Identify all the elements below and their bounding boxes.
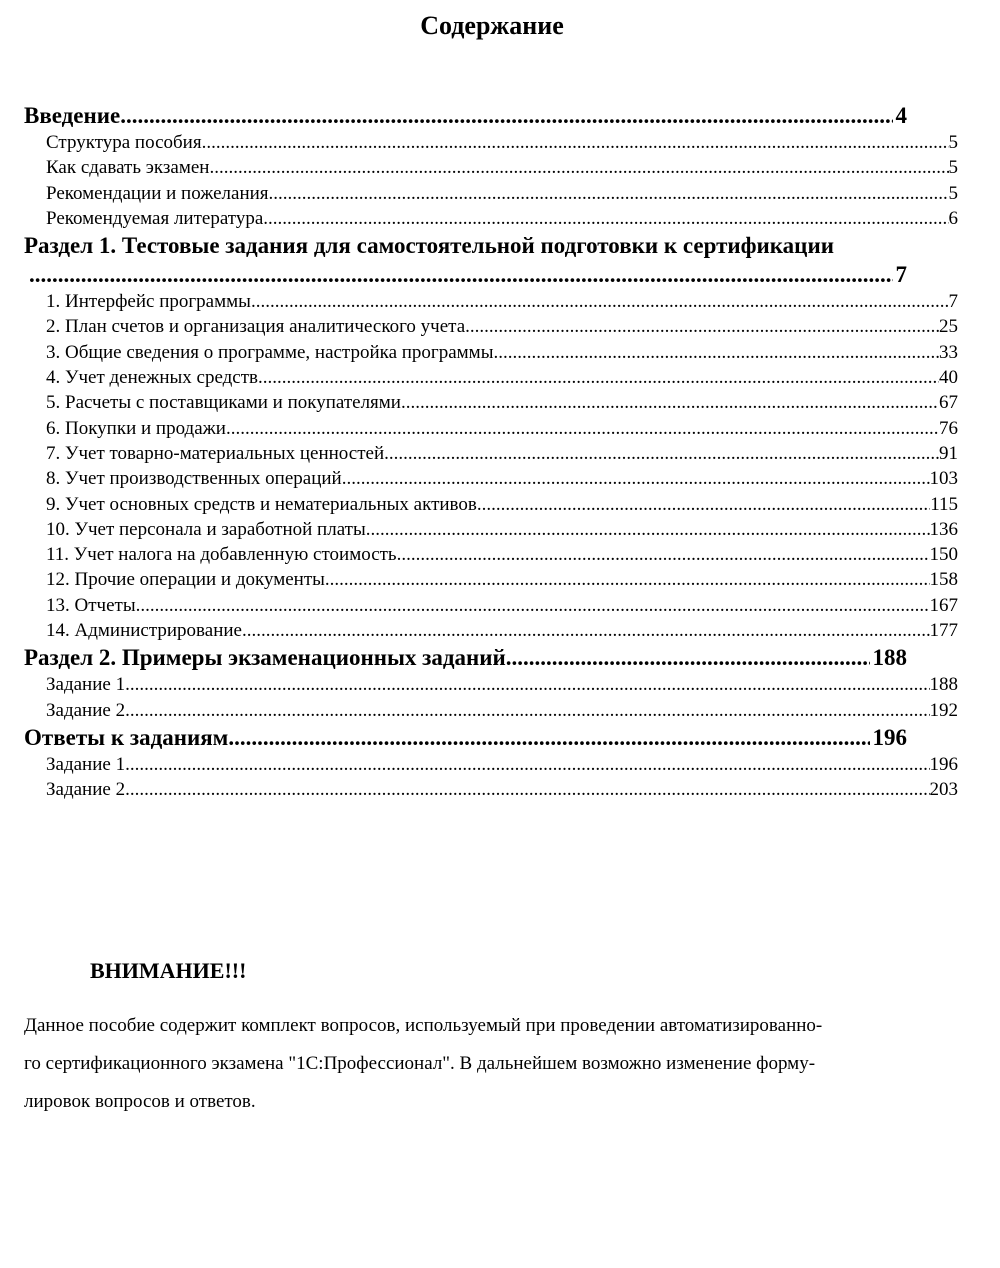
- toc-subentry-label: Задание 1: [46, 674, 126, 696]
- toc-subentry-page: 5: [948, 157, 958, 179]
- toc-subentry-label: 6. Покупки и продажи: [46, 417, 226, 439]
- toc-subentry-page: 25: [939, 316, 958, 338]
- toc-subentry-page: 103: [929, 468, 958, 490]
- notice-line: Данное пособие содержит комплект вопросов, используемый при проведении автоматизированно-: [24, 1015, 823, 1036]
- toc-entry-intro[interactable]: [24, 101, 907, 130]
- toc-subentry-label: Задание 2: [46, 779, 126, 801]
- toc-subentry[interactable]: [24, 777, 958, 802]
- toc-subentry-page: 136: [929, 518, 958, 540]
- toc-subentry[interactable]: [24, 289, 958, 314]
- toc-subentry[interactable]: [24, 672, 958, 697]
- toc-subentry[interactable]: [24, 314, 958, 339]
- toc-subentry-label: Задание 1: [46, 753, 126, 775]
- toc-subentry[interactable]: [24, 618, 958, 643]
- toc-subentry-page: 203: [929, 779, 958, 801]
- dot-leader: [120, 101, 892, 130]
- table-of-contents: [24, 101, 958, 803]
- toc-subentry-page: 177: [929, 620, 958, 642]
- toc-subentry-label: 8. Учет производственных операций: [46, 468, 342, 490]
- toc-subentry-label: 3. Общие сведения о программе, настройка программы: [46, 341, 494, 363]
- toc-subentry-page: 6: [948, 207, 958, 229]
- toc-subentry-label: 9. Учет основных средств и нематериальных активов: [46, 493, 477, 515]
- toc-subentry-label: 14. Администрирование: [46, 620, 242, 642]
- toc-subentry[interactable]: [24, 390, 958, 415]
- dot-leader: [202, 130, 949, 155]
- toc-subentry-page: 196: [929, 753, 958, 775]
- dot-leader: [477, 492, 930, 517]
- toc-entry-label: Введение: [24, 103, 121, 128]
- toc-subentry-page: 192: [929, 699, 958, 721]
- toc-subentry-page: 40: [939, 367, 958, 389]
- toc-entry-page: 4: [895, 103, 907, 128]
- toc-subentry-page: 76: [939, 417, 958, 439]
- dot-leader: [342, 466, 930, 491]
- toc-subentry-label: 10. Учет персонала и заработной платы: [46, 518, 366, 540]
- toc-subentry-page: 91: [939, 442, 958, 464]
- dot-leader: [366, 517, 930, 542]
- notice-paragraph: [24, 1007, 964, 1121]
- toc-subentry-page: 115: [930, 493, 958, 515]
- toc-subentry-page: 67: [939, 392, 958, 414]
- dot-leader: [136, 593, 930, 618]
- dot-leader: [263, 206, 948, 231]
- toc-entry-page: 7: [895, 262, 907, 288]
- toc-subentry[interactable]: [24, 492, 958, 517]
- dot-leader: [506, 643, 870, 672]
- toc-subentry[interactable]: [24, 155, 958, 180]
- toc-subentry-label: 5. Расчеты с поставщиками и покупателями: [46, 392, 401, 414]
- notice-line: го сертификационного экзамена "1С:Профессионал". В дальнейшем возможно изменение форму-: [24, 1053, 816, 1074]
- toc-entry-label: Ответы к заданиям: [24, 724, 229, 750]
- toc-subentry[interactable]: [24, 517, 958, 542]
- dot-leader: [226, 416, 939, 441]
- toc-subentry-page: 33: [939, 341, 958, 363]
- dot-leader: [269, 181, 949, 206]
- dot-leader: [251, 289, 949, 314]
- toc-subentry-label: 2. План счетов и организация аналитического учета: [46, 316, 466, 338]
- toc-subentry-label: Структура пособия: [46, 132, 202, 153]
- toc-subentry-page: 188: [929, 674, 958, 696]
- toc-subentry-page: 5: [948, 182, 958, 204]
- dot-leader: [125, 698, 929, 723]
- toc-subentry[interactable]: [24, 466, 958, 491]
- toc-subentry[interactable]: [24, 593, 958, 618]
- toc-subentry-label: 7. Учет товарно-материальных ценностей: [46, 442, 385, 464]
- toc-subentry-label: 12. Прочие операции и документы: [46, 569, 325, 591]
- dot-leader: [209, 155, 948, 180]
- toc-entry-section1-label[interactable]: Раздел 1. Тестовые задания для самостоятельной подготовки к сертификации: [24, 233, 834, 259]
- dot-leader: [384, 441, 939, 466]
- dot-leader: [397, 542, 930, 567]
- toc-subentry[interactable]: [24, 542, 958, 567]
- toc-subentry[interactable]: [24, 567, 958, 592]
- toc-subentry-page: 158: [929, 569, 958, 591]
- dot-leader: [325, 567, 930, 592]
- toc-entry-section1[interactable]: [24, 260, 907, 289]
- toc-subentry[interactable]: [24, 752, 958, 777]
- dot-leader: [125, 672, 929, 697]
- toc-subentry-page: 7: [948, 291, 958, 313]
- dot-leader: [258, 365, 939, 390]
- toc-subentry-page: 167: [929, 594, 958, 616]
- toc-subentry-page: 5: [948, 132, 958, 153]
- toc-subentry[interactable]: [24, 365, 958, 390]
- toc-subentry-label: 11. Учет налога на добавленную стоимость: [46, 544, 397, 566]
- toc-subentry-label: 4. Учет денежных средств: [46, 367, 258, 389]
- page-title: Содержание: [420, 11, 564, 40]
- toc-subentry-label: Как сдавать экзамен: [46, 157, 210, 179]
- toc-subentry-page: 150: [929, 544, 958, 566]
- toc-subentry[interactable]: [24, 698, 958, 723]
- dot-leader: [228, 723, 869, 752]
- dot-leader: [465, 314, 939, 339]
- dot-leader: [493, 340, 939, 365]
- dot-leader: [242, 618, 930, 643]
- toc-entry-page: 188: [872, 645, 907, 671]
- dot-leader: [29, 260, 893, 289]
- toc-subentry[interactable]: [24, 181, 958, 206]
- dot-leader: [401, 390, 939, 415]
- toc-subentry-label: Задание 2: [46, 699, 126, 721]
- notice-line: лировок вопросов и ответов.: [24, 1091, 256, 1112]
- toc-subentry-label: Рекомендации и пожелания: [46, 182, 269, 204]
- toc-entry-page: 196: [872, 724, 907, 750]
- toc-subentry[interactable]: [24, 441, 958, 466]
- dot-leader: [125, 752, 929, 777]
- dot-leader: [125, 777, 929, 802]
- toc-subentry[interactable]: [24, 130, 958, 155]
- toc-subentry-label: 1. Интерфейс программы: [46, 291, 251, 313]
- toc-subentry[interactable]: [24, 416, 958, 441]
- toc-entry-label: Раздел 2. Примеры экзаменационных заданий: [24, 645, 506, 671]
- toc-entry-answers[interactable]: [24, 723, 907, 752]
- toc-subentry[interactable]: [24, 206, 958, 231]
- toc-entry-section2[interactable]: [24, 643, 907, 672]
- toc-subentry[interactable]: [24, 340, 958, 365]
- toc-subentry-label: Рекомендуемая литература: [46, 207, 264, 229]
- toc-subentry-label: 13. Отчеты: [46, 594, 136, 616]
- notice-title: ВНИМАНИЕ!!!: [90, 958, 247, 983]
